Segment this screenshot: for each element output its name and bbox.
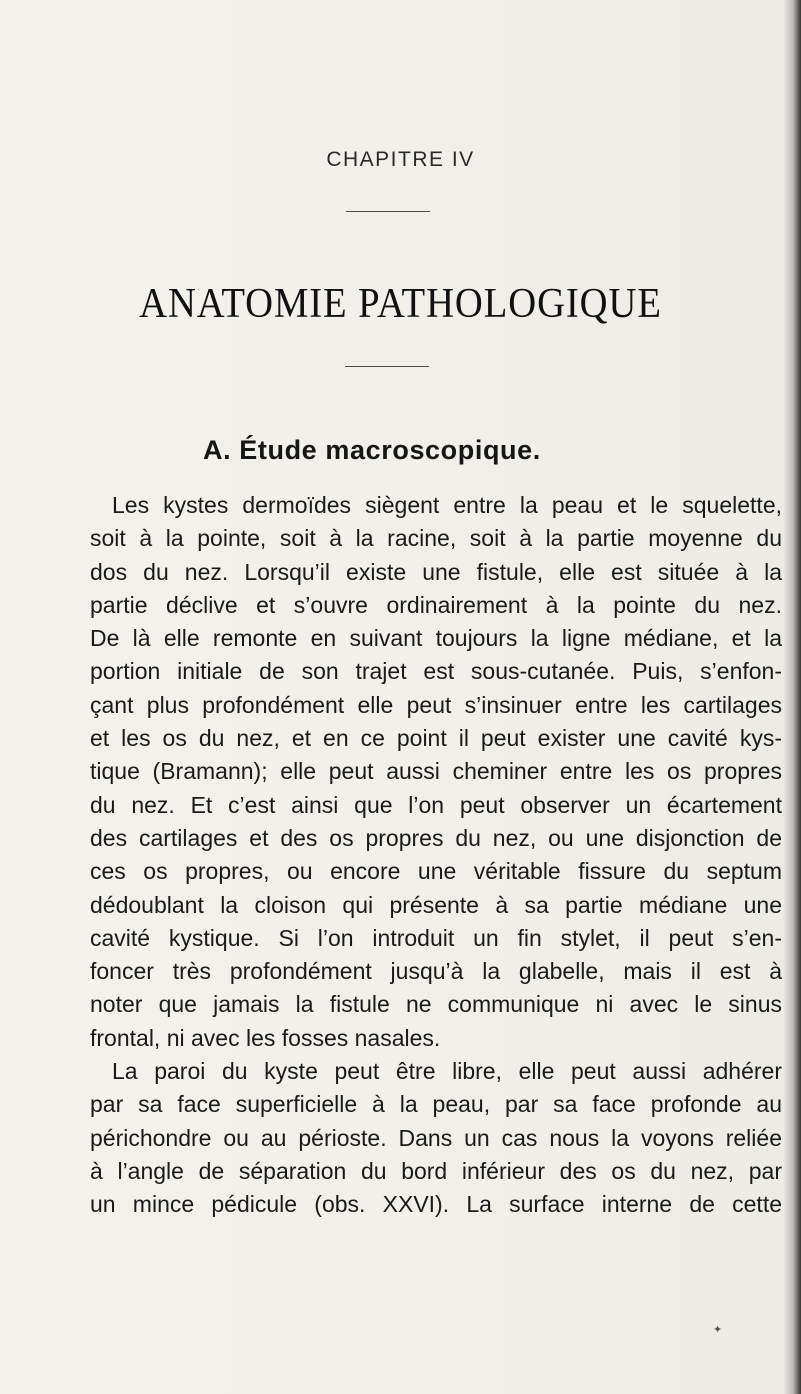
text-line: partie déclive et s’ouvre ordinairement à la pointe du nez. xyxy=(90,591,782,618)
text-line: et les os du nez, et en ce point il peut exister une cavité kys- xyxy=(90,725,782,752)
text-line: La paroi du kyste peut être libre, elle peut aussi adhérer xyxy=(112,1058,782,1085)
text-line: çant plus profondément elle peut s’insinuer entre les cartilages xyxy=(90,691,782,718)
text-line: dédoublant la cloison qui présente à sa partie médiane une xyxy=(90,891,782,918)
text-line: tique (Bramann); elle peut aussi cheminer entre les os propres xyxy=(90,758,782,785)
text-line: Les kystes dermoïdes siègent entre la peau et le squelette, xyxy=(112,492,782,518)
text-line: un mince pédicule (obs. XXVI). La surface interne de cette xyxy=(90,1191,782,1218)
text-line: portion initiale de son trajet est sous-cutanée. Puis, s’enfon- xyxy=(90,658,782,685)
divider-rule-bottom xyxy=(345,366,429,367)
text-line: frontal, ni avec les fosses nasales. xyxy=(90,1024,441,1051)
text-line: De là elle remonte en suivant toujours la ligne médiane, et la xyxy=(90,625,782,652)
section-heading: A. Étude macroscopique. xyxy=(203,435,541,465)
page-edge-shadow xyxy=(783,0,801,1394)
printer-mark: ✦ xyxy=(713,1323,723,1336)
text-line: à l’angle de séparation du bord inférieur des os du nez, par xyxy=(90,1157,782,1184)
text-line: des cartilages et des os propres du nez, ou une disjonction de xyxy=(90,824,782,851)
page-title: ANATOMIE PATHOLOGIQUE xyxy=(139,281,662,327)
text-line: foncer très profondément jusqu’à la glabelle, mais il est à xyxy=(90,958,782,985)
body-text xyxy=(90,489,782,1222)
text-line: par sa face superficielle à la peau, par sa face profonde au xyxy=(90,1091,782,1118)
text-line: du nez. Et c’est ainsi que l’on peut observer un écartement xyxy=(90,791,782,818)
text-line: noter que jamais la fistule ne communique ni avec le sinus xyxy=(90,991,782,1018)
chapter-heading: CHAPITRE IV xyxy=(326,148,475,171)
text-line: périchondre ou au périoste. Dans un cas nous la voyons reliée xyxy=(90,1124,782,1151)
text-line: soit à la pointe, soit à la racine, soit à la partie moyenne du xyxy=(90,525,782,552)
text-line: cavité kystique. Si l’on introduit un fin stylet, il peut s’en- xyxy=(90,924,782,951)
divider-rule-top xyxy=(346,211,430,212)
text-line: dos du nez. Lorsqu’il existe une fistule, elle est située à la xyxy=(90,558,782,585)
text-line: ces os propres, ou encore une véritable fissure du septum xyxy=(90,858,782,885)
